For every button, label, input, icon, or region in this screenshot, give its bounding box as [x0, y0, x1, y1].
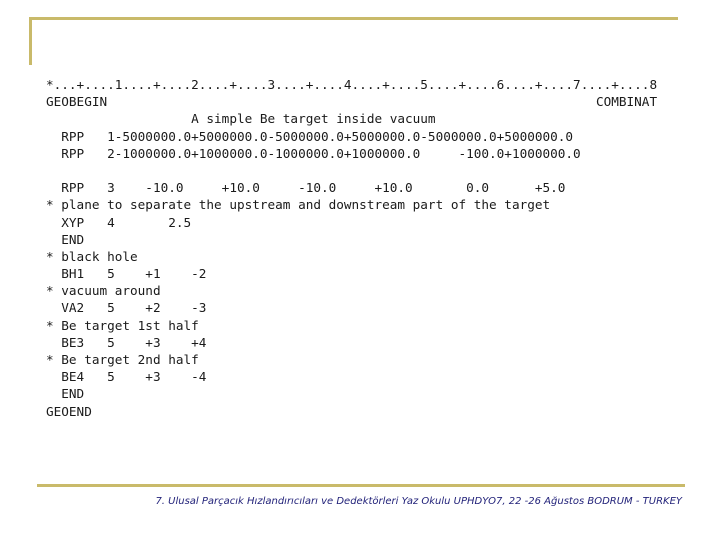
comment-line: * vacuum around: [46, 283, 161, 299]
body-rpp-3-line: RPP 3 -10.0 +10.0 -10.0 +10.0 0.0 +5.0: [46, 180, 566, 196]
body-xyp-4-line: XYP 4 2.5: [46, 214, 192, 230]
body-rpp-1-line: RPP 1-5000000.0+5000000.0-5000000.0+5000000.0-5000000.0+5000000.0: [46, 128, 574, 144]
region-va2-line: VA2 5 +2 -3: [46, 300, 207, 316]
bottom-divider-line: [37, 484, 685, 487]
region-be3-line: BE3 5 +3 +4: [46, 334, 207, 350]
end-line: END: [46, 386, 85, 402]
region-bh1-line: BH1 5 +1 -2: [46, 266, 207, 282]
region-be4-line: BE4 5 +3 -4: [46, 369, 207, 385]
geobegin-line: GEOBEGIN COMBINAT: [46, 94, 658, 110]
geoend-line: GEOEND: [46, 403, 92, 419]
end-line: END: [46, 231, 85, 247]
left-divider-line: [29, 17, 32, 65]
body-rpp-2-line: RPP 2-1000000.0+1000000.0-1000000.0+1000000.0 -100.0+1000000.0: [46, 145, 581, 161]
geometry-title-line: A simple Be target inside vacuum: [46, 111, 436, 127]
fluka-geometry-listing: [46, 76, 657, 420]
ruler-line: *...+....1....+....2....+....3....+....4....+....5....+....6....+....7....+....8: [46, 77, 658, 92]
comment-line: * plane to separate the upstream and downstream part of the target: [46, 197, 551, 213]
comment-line: * Be target 2nd half: [46, 352, 199, 367]
comment-line: * black hole: [46, 248, 138, 264]
comment-line: * Be target 1st half: [46, 317, 199, 333]
top-divider-line: [29, 17, 678, 20]
blank-line: [46, 162, 657, 179]
footer-caption: 7. Ulusal Parçacık Hızlandırıcıları ve Dedektörleri Yaz Okulu UPHDYO7, 22 -26 Ağustos BODRUM - TURKEY: [155, 496, 682, 507]
